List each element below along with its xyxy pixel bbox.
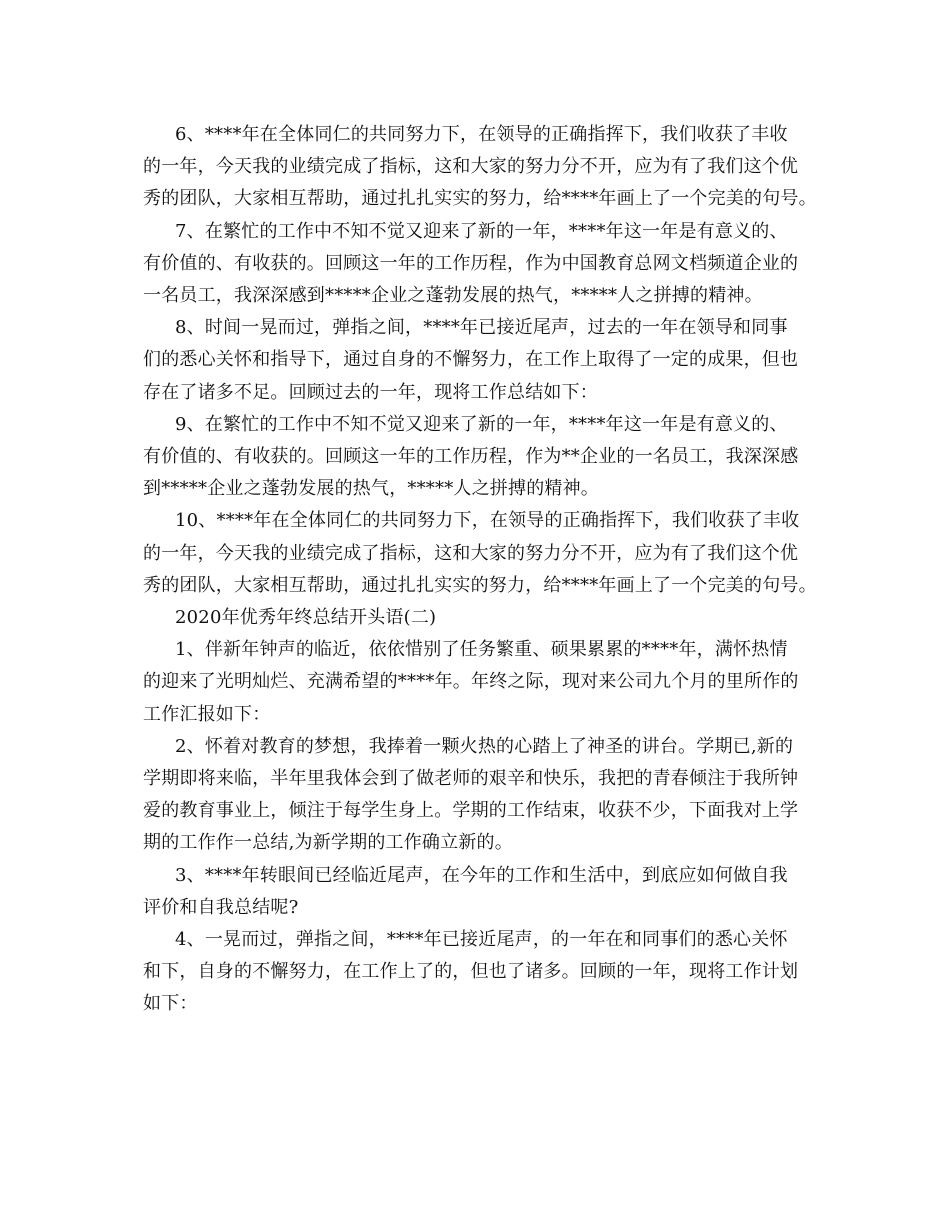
text-line: 3、****年转眼间已经临近尾声，在今年的工作和生活中，到底应如何做自我 (175, 864, 788, 886)
paragraph-6 (143, 119, 833, 216)
text-line: 和下，自身的不懈努力，在工作上了的，但也了诸多。回顾的一年，现将工作计划 (143, 961, 799, 983)
text-line: 的一年，今天我的业绩完成了指标，这和大家的努力分不开，应为有了我们这个优 (143, 156, 799, 178)
text-line: 9、在繁忙的工作中不知不觉又迎来了新的一年，****年这一年是有意义的、 (175, 413, 788, 435)
paragraph-9 (143, 409, 833, 506)
text-line: 工作汇报如下： (143, 703, 271, 725)
text-line: 有价值的、有收获的。回顾这一年的工作历程，作为中国教育总网文档频道企业的 (143, 252, 799, 274)
text-line: 们的悉心关怀和指导下，通过自身的不懈努力，在工作上取得了一定的成果，但也 (143, 349, 799, 371)
section-heading (143, 602, 833, 634)
text-line: 存在了诸多不足。回顾过去的一年，现将工作总结如下： (143, 381, 598, 403)
text-line: 的迎来了光明灿烂、充满希望的****年。年终之际，现对来公司九个月的里所作的 (143, 671, 799, 693)
paragraph-2 (143, 731, 833, 860)
text-line: 一名员工，我深深感到*****企业之蓬勃发展的热气，*****人之拼搏的精神。 (143, 285, 763, 307)
text-line: 10、****年在全体同仁的共同努力下，在领导的正确指挥下，我们收获了丰收 (175, 510, 800, 532)
document-body (143, 119, 833, 1021)
text-line: 学期即将来临，半年里我体会到了做老师的艰辛和快乐，我把的青春倾注于我所钟 (143, 768, 799, 790)
paragraph-1 (143, 634, 833, 731)
text-line: 的一年，今天我的业绩完成了指标，这和大家的努力分不开，应为有了我们这个优 (143, 542, 799, 564)
section-heading-text: 2020年优秀年终总结开头语(二) (175, 607, 437, 629)
text-line: 4、一晃而过，弹指之间，****年已接近尾声，的一年在和同事们的悉心关怀 (175, 929, 788, 951)
paragraph-3 (143, 860, 833, 924)
text-line: 7、在繁忙的工作中不知不觉又迎来了新的一年，****年这一年是有意义的、 (175, 220, 788, 242)
paragraph-4 (143, 924, 833, 1021)
text-line: 期的工作作一总结,为新学期的工作确立新的。 (143, 832, 513, 854)
text-line: 秀的团队，大家相互帮助，通过扎扎实实的努力，给****年画上了一个完美的句号。 (143, 188, 817, 210)
text-line: 6、****年在全体同仁的共同努力下，在领导的正确指挥下，我们收获了丰收 (175, 124, 788, 145)
text-line: 2、怀着对教育的梦想，我捧着一颗火热的心踏上了神圣的讲台。学期已,新的 (175, 735, 794, 757)
text-line: 8、时间一晃而过，弹指之间，****年已接近尾声，过去的一年在领导和同事 (175, 317, 788, 339)
text-line: 如下： (143, 993, 198, 1015)
text-line: 秀的团队，大家相互帮助，通过扎扎实实的努力，给****年画上了一个完美的句号。 (143, 574, 817, 596)
text-line: 有价值的、有收获的。回顾这一年的工作历程，作为**企业的一名员工，我深深感 (143, 446, 799, 468)
paragraph-10 (143, 505, 833, 602)
paragraph-8 (143, 312, 833, 409)
text-line: 1、伴新年钟声的临近，依依惜别了任务繁重、硕果累累的****年，满怀热情 (175, 639, 788, 661)
text-line: 到*****企业之蓬勃发展的热气，*****人之拼搏的精神。 (143, 478, 599, 500)
text-line: 爱的教育事业上，倾注于每学生身上。学期的工作结束，收获不少，下面我对上学 (143, 800, 799, 822)
text-line: 评价和自我总结呢? (143, 896, 299, 918)
paragraph-7 (143, 216, 833, 313)
